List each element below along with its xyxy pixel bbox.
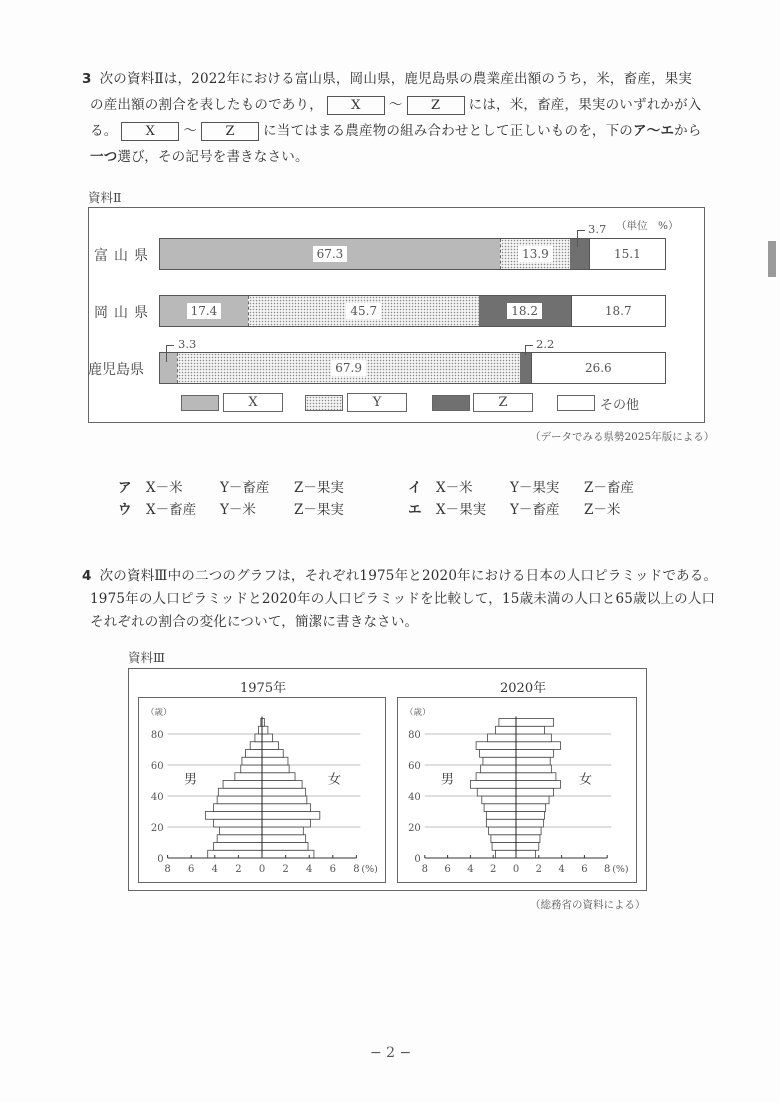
pref-label-okayama: 岡山県 — [94, 305, 154, 321]
segment-y: 45.7 — [248, 296, 479, 326]
segment-x: 17.4 — [160, 296, 248, 326]
box-x: X — [327, 96, 385, 115]
material-3-label: 資料Ⅲ — [128, 650, 166, 665]
legend-swatch-y — [305, 395, 343, 411]
svg-text:8: 8 — [604, 864, 611, 875]
pref-label-toyama: 富山県 — [94, 248, 154, 264]
choice-row-2 — [118, 497, 658, 519]
callout-line-toyama — [577, 230, 585, 247]
q3-line4: 一つ選び，その記号を書きなさい。 — [90, 149, 309, 165]
svg-text:80: 80 — [150, 730, 164, 741]
box-z-2: Z — [201, 122, 259, 141]
svg-text:男: 男 — [441, 772, 455, 788]
segment-y: 13.9 — [500, 239, 570, 269]
svg-text:4: 4 — [211, 864, 218, 875]
box-x-2: X — [121, 122, 179, 141]
q3-line2: の産出額の割合を表したものであり， X ～ Z には，米，畜産，果実のいずれかが入 — [90, 97, 702, 113]
legend-swatch-z — [432, 395, 470, 411]
svg-text:4: 4 — [306, 864, 313, 875]
svg-text:40: 40 — [408, 792, 421, 803]
segment-x: 67.3 — [160, 239, 500, 269]
svg-text:0: 0 — [258, 864, 266, 875]
svg-text:0: 0 — [414, 854, 421, 865]
q4-line2: 1975年の人口ピラミッドと2020年の人口ピラミッドを比較して，15歳未満の人口と65歳以上の人口 — [90, 591, 716, 607]
q4-line3: それぞれの割合の変化について，簡潔に書きなさい。 — [90, 614, 419, 630]
unit-label: （単位 %） — [616, 220, 679, 232]
svg-text:6: 6 — [444, 864, 451, 875]
callout-line-kagoshima-x — [166, 345, 174, 362]
svg-text:4: 4 — [467, 864, 474, 875]
q3-line1: 3 次の資料Ⅱは，2022年における富山県，岡山県，鹿児島県の農業産出額のうち，米，畜産，果実 — [82, 71, 693, 87]
segment-other: 15.1 — [589, 239, 665, 269]
svg-text:8: 8 — [421, 864, 428, 875]
svg-text:女: 女 — [579, 772, 593, 788]
pyramid-2020-chart — [397, 697, 637, 883]
pref-label-kagoshima: 鹿児島県 — [88, 362, 144, 378]
q3-choices — [118, 475, 658, 519]
svg-text:20: 20 — [408, 823, 421, 834]
q4-text — [82, 565, 742, 634]
page-number: − 2 − — [370, 1045, 412, 1061]
q3-text — [82, 66, 722, 170]
choice-row-1 — [118, 475, 658, 497]
page-edge-tab — [768, 241, 776, 277]
q3-line3: る。 X ～ Z に当てはまる農産物の組み合わせとして正しいものを，下のア～エから — [90, 123, 702, 139]
svg-text:女: 女 — [328, 772, 342, 788]
svg-text:0: 0 — [512, 864, 520, 875]
svg-text:20: 20 — [150, 823, 164, 834]
legend-label-y: Y — [347, 393, 407, 412]
pyramid-2020-title: 2020年 — [500, 681, 547, 696]
pyramid-1975-chart — [138, 697, 386, 883]
segment-z: 18.2 — [479, 296, 571, 326]
legend-swatch-x — [181, 395, 219, 411]
svg-text:2: 2 — [535, 864, 542, 875]
svg-text:（歳）: （歳） — [146, 708, 172, 718]
choice-a: ア X－米 Y－畜産 Z－果実 — [118, 480, 344, 496]
q3-number: 3 — [82, 71, 92, 87]
bar-toyama — [159, 238, 666, 270]
svg-text:2: 2 — [490, 864, 497, 875]
svg-text:80: 80 — [408, 730, 421, 741]
svg-text:(%): (%) — [612, 864, 629, 875]
svg-text:6: 6 — [581, 864, 588, 875]
segment-other: 26.6 — [531, 353, 665, 383]
segment-other: 18.7 — [571, 296, 665, 326]
choice-u: ウ X－畜産 Y－米 Z－果実 — [118, 502, 344, 518]
svg-text:8: 8 — [353, 864, 360, 875]
callout-line-kagoshima-z — [525, 345, 533, 355]
box-z: Z — [407, 96, 465, 115]
segment-z — [520, 353, 531, 383]
legend-label-x: X — [223, 393, 283, 412]
choice-e: エ X－果実 Y－畜産 Z－米 — [408, 502, 621, 518]
material-2-label: 資料Ⅱ — [88, 190, 122, 205]
q3-source: （データでみる県勢2025年版による） — [530, 431, 715, 443]
svg-text:（歳）: （歳） — [405, 708, 431, 718]
pyramid-1975-title: 1975年 — [240, 681, 287, 696]
callout-toyama-z: 3.7 — [588, 222, 607, 236]
svg-text:2: 2 — [235, 864, 242, 875]
q4-source: （総務省の資料による） — [530, 899, 646, 911]
segment-y: 67.9 — [177, 353, 520, 383]
svg-text:2: 2 — [282, 864, 289, 875]
bar-okayama — [159, 295, 666, 327]
svg-text:6: 6 — [329, 864, 336, 875]
bar-kagoshima — [159, 352, 666, 384]
svg-text:40: 40 — [150, 792, 164, 803]
svg-text:60: 60 — [408, 761, 421, 772]
svg-text:8: 8 — [164, 864, 171, 875]
svg-text:6: 6 — [188, 864, 195, 875]
callout-kagoshima-z: 2.2 — [536, 337, 555, 351]
svg-text:男: 男 — [184, 772, 198, 788]
legend-label-z: Z — [473, 393, 533, 412]
svg-text:0: 0 — [157, 854, 164, 865]
svg-text:(%): (%) — [361, 864, 378, 875]
q4-number: 4 — [82, 568, 92, 584]
q4-line1: 4 次の資料Ⅲ中の二つのグラフは，それぞれ1975年と2020年における日本の人口ピラミッドである。 — [82, 568, 718, 584]
svg-text:60: 60 — [150, 761, 164, 772]
svg-text:4: 4 — [558, 864, 565, 875]
choice-i: イ X－米 Y－果実 Z－畜産 — [408, 480, 634, 496]
legend-swatch-other — [557, 395, 595, 411]
callout-kagoshima-x: 3.3 — [178, 337, 197, 351]
legend-label-other: その他 — [600, 398, 640, 413]
